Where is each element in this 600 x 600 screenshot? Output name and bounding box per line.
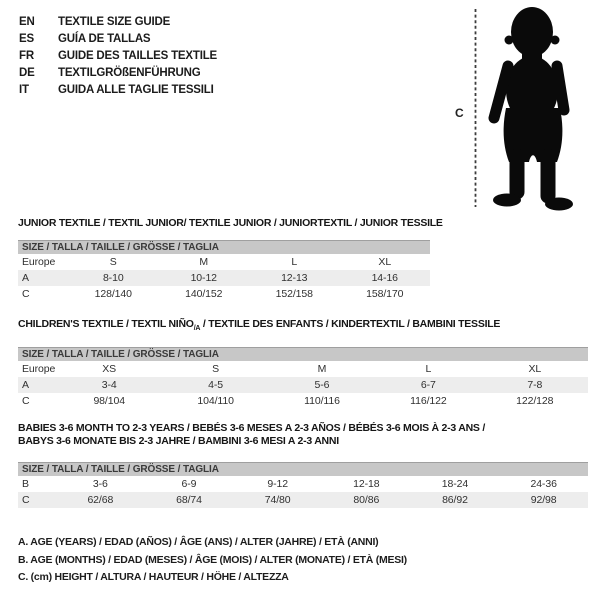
table-row-europe — [18, 361, 588, 377]
value-cell: 68/74 — [145, 492, 234, 508]
lang-row-de — [19, 64, 217, 81]
size-cell: XL — [528, 363, 542, 376]
lang-title: GUÍA DE TALLAS — [58, 32, 151, 45]
section-junior-textile — [18, 217, 443, 302]
children-size-table — [18, 347, 588, 409]
title-part: / TEXTILE DES ENFANTS / KINDERTEXTIL / BAMBINI TESSILE — [200, 318, 501, 330]
table-row-height — [18, 492, 588, 508]
table-row-europe — [18, 254, 430, 270]
title-line-1: BABIES 3-6 MONTH TO 2-3 YEARS / BEBÉS 3-6 MESES A 2-3 AÑOS / BÉBÉS 3-6 MOIS À 2-3 ANS / — [18, 422, 486, 434]
size-cell: M — [199, 256, 209, 268]
lang-title: GUIDE DES TAILLES TEXTILE — [58, 49, 217, 62]
row-label: C — [22, 395, 30, 408]
size-header-bar: SIZE / TALLA / TAILLE / GRÖSSE / TAGLIA — [18, 348, 588, 362]
value-cell: 80/86 — [322, 492, 411, 508]
section-babies-textile — [18, 422, 588, 508]
footnote-height-cm: C. (cm) HEIGHT / ALTURA / HAUTEUR / HÖHE / ALTEZZA — [18, 571, 289, 583]
baby-foot-right — [545, 198, 573, 211]
lang-code: ES — [19, 32, 34, 45]
lang-code: EN — [19, 15, 35, 28]
footnote-age-years: A. AGE (YEARS) / EDAD (AÑOS) / ÂGE (ANS) / ALTER (JAHRE) / ETÀ (ANNI) — [18, 536, 379, 548]
value-cell: 140/152 — [185, 288, 223, 300]
section-children-textile — [18, 318, 588, 409]
baby-arm-right — [557, 66, 564, 110]
footnote-list — [18, 534, 407, 587]
baby-silhouette-figure — [446, 2, 594, 214]
lang-title: TEXTILGRÖßENFÜHRUNG — [58, 66, 201, 79]
table-row-months — [18, 476, 588, 492]
value-cell: 14-16 — [340, 270, 431, 286]
size-cell: XL — [378, 256, 392, 268]
junior-size-table — [18, 240, 430, 302]
lang-code: IT — [19, 83, 29, 96]
baby-silhouette — [493, 7, 573, 211]
table-row-age — [18, 270, 430, 286]
value-cell: 5-6 — [269, 377, 375, 393]
value-cell: 8-10 — [68, 270, 159, 286]
value-cell: 158/170 — [366, 288, 404, 300]
value-cell: 4-5 — [162, 377, 268, 393]
value-cell: 110/116 — [304, 395, 340, 408]
size-cell: S — [212, 363, 220, 376]
row-label: C — [18, 492, 56, 508]
value-cell: 128/140 — [94, 288, 132, 300]
value-cell: 74/80 — [233, 492, 322, 508]
lang-title: GUIDA ALLE TAGLIE TESSILI — [58, 83, 214, 96]
value-cell: 152/158 — [275, 288, 313, 300]
value-cell: 3-6 — [92, 478, 108, 490]
lang-row-fr — [19, 47, 217, 64]
row-label: B — [22, 478, 29, 490]
title-part: CHILDREN'S TEXTILE / TEXTIL NIÑO — [18, 318, 194, 330]
row-label: Europe — [22, 256, 56, 268]
value-cell: 116/122 — [410, 395, 447, 408]
row-label: Europe — [22, 363, 56, 376]
row-label: C — [22, 288, 30, 300]
value-cell: 104/110 — [197, 395, 234, 408]
value-cell: 18-24 — [441, 478, 469, 490]
value-cell: 3-4 — [56, 377, 162, 393]
size-cell: S — [109, 256, 117, 268]
size-cell: L — [425, 363, 432, 376]
height-measure-label: C — [455, 106, 464, 120]
value-cell: 9-12 — [267, 478, 288, 490]
baby-foot-left — [493, 194, 521, 207]
table-row-height — [18, 393, 588, 409]
language-title-list — [19, 13, 217, 98]
babies-size-table — [18, 462, 588, 508]
size-cell: L — [291, 256, 298, 268]
value-cell: 92/98 — [499, 492, 588, 508]
baby-ear-right — [551, 36, 560, 45]
size-header-bar: SIZE / TALLA / TAILLE / GRÖSSE / TAGLIA — [18, 463, 588, 477]
value-cell: 24-36 — [530, 478, 557, 490]
lang-row-en — [19, 13, 217, 30]
value-cell: 98/104 — [93, 395, 125, 408]
lang-code: DE — [19, 66, 35, 79]
section-title — [18, 318, 588, 335]
footnote-age-months: B. AGE (MONTHS) / EDAD (MESES) / ÂGE (MOIS) / ALTER (MONATE) / ETÀ (MESI) — [18, 553, 407, 566]
row-label: A — [18, 270, 68, 286]
table-row-height — [18, 286, 430, 302]
value-cell: 7-8 — [482, 377, 588, 393]
size-cell: M — [317, 363, 327, 376]
lang-code: FR — [19, 49, 34, 62]
baby-ear-left — [505, 36, 514, 45]
size-cell: XS — [102, 363, 117, 376]
value-cell: 62/68 — [56, 492, 145, 508]
value-cell: 122/128 — [516, 395, 554, 408]
table-row-age — [18, 377, 588, 393]
lang-row-it — [19, 81, 217, 98]
value-cell: 86/92 — [411, 492, 500, 508]
title-line-2: BABYS 3-6 MONATE BIS 2-3 JAHRE / BAMBINI 3-6 MESI A 2-3 ANNI — [18, 435, 339, 447]
section-title — [18, 422, 588, 448]
title-subscript: /A — [193, 325, 201, 333]
value-cell: 6-7 — [375, 377, 481, 393]
value-cell: 12-18 — [353, 478, 380, 490]
section-title: JUNIOR TEXTILE / TEXTIL JUNIOR/ TEXTILE JUNIOR / JUNIORTEXTIL / JUNIOR TESSILE — [18, 217, 443, 229]
row-label: A — [18, 377, 56, 393]
value-cell: 10-12 — [159, 270, 250, 286]
value-cell: 6-9 — [181, 478, 197, 490]
lang-row-es — [19, 30, 217, 47]
value-cell: 12-13 — [249, 270, 340, 286]
size-header-bar: SIZE / TALLA / TAILLE / GRÖSSE / TAGLIA — [18, 241, 430, 255]
lang-title: TEXTILE SIZE GUIDE — [58, 15, 171, 28]
